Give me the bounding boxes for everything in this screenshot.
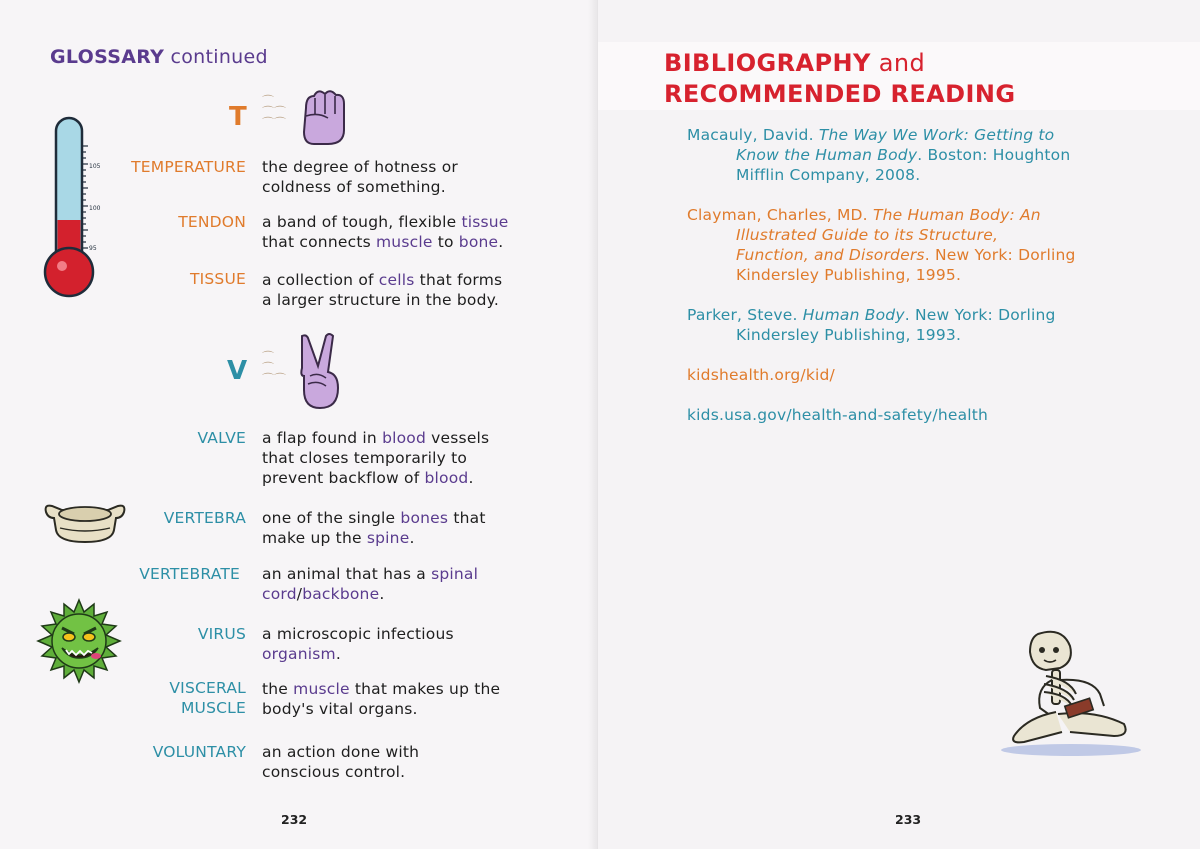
glossary-term-link: bone [458,233,499,251]
term-temperature: TEMPERATURE [131,158,246,176]
glossary-term-link: backbone [302,585,380,603]
term-virus: VIRUS [197,625,246,643]
reference-clayman [687,205,1147,285]
reference-line: Clayman, Charles, MD. The Human Body: An [687,206,1041,224]
reference-line: Parker, Steve. Human Body. New York: Dorling [687,306,1056,324]
definition-vertebra: one of the single bones that make up the spine. [262,509,486,547]
book-title: Human Body [802,306,905,324]
reading-skeleton-icon [996,628,1146,758]
page-number-left: 232 [281,812,308,827]
glossary-heading-rest: continued [164,46,268,68]
hand-sign-t-icon [298,86,350,148]
reference-line: Kindersley Publishing, 1995. [736,266,962,284]
glossary-term-link: bones [400,509,449,527]
book-title: Know the Human Body [736,146,918,164]
reference-line [687,225,1147,245]
glossary-term-link: spine [366,529,410,547]
title-bibliography: BIBLIOGRAPHY [664,49,871,77]
book-title: The Way We Work: Getting to [818,126,1055,144]
reference-line: kids.usa.gov/health-and-safety/health [687,406,989,424]
glossary-term-link: spinal [431,565,479,583]
thermometer-label-100: 100 [89,205,101,212]
definition-vertebrate: an animal that has a spinal cord/backbone. [262,565,479,603]
glossary-heading-strong: GLOSSARY [50,46,165,68]
term-muscle-line: MUSCLE [180,699,246,717]
term-visceral-line: VISCERAL [169,679,246,697]
reference-parker [687,305,1147,345]
definition-voluntary: an action done with conscious control. [262,743,420,781]
reference-line: Know the Human Body. Boston: Houghton [736,146,1071,164]
glossary-term-link: blood [382,429,427,447]
book-title: Illustrated Guide to its Structure, [736,226,999,244]
title-and: and [870,49,926,77]
glossary-term-link: muscle [376,233,433,251]
term-vertebra: VERTEBRA [163,509,246,527]
bibliography-title [664,48,1015,110]
reference-kids-usa-gov-link[interactable] [687,405,1147,425]
book-title: Function, and Disorders [736,246,925,264]
term-tendon: TENDON [178,213,246,231]
reference-kidshealth-link[interactable] [687,365,1147,385]
thermometer-label-105: 105 [89,163,101,170]
definition-tendon: a band of tough, flexible tissue that connects muscle to bone. [262,213,509,251]
glossary-heading [50,46,268,68]
glossary-term-link: cells [378,271,415,289]
reference-line: kidshealth.org/kid/ [687,366,835,384]
section-letter-t: T [229,102,247,132]
sign-motion-marks: ⌒ ⌒ ⌒⌒ [262,350,287,386]
reference-line: Kindersley Publishing, 1993. [736,326,962,344]
glossary-term-link: organism [262,645,336,663]
reference-macauly [687,125,1147,185]
definition-virus: a microscopic infectious organism. [262,625,454,663]
term-vertebrate: VERTEBRATE [139,565,240,583]
thermometer-label-95: 95 [89,245,97,252]
page-number-right: 233 [895,812,922,827]
sign-motion-marks: ⌒ ⌒⌒ ⌒⌒ [262,94,287,130]
definition-temperature: the degree of hotness or coldness of something. [262,158,458,196]
term-voluntary: VOLUNTARY [152,743,246,761]
term-valve: VALVE [197,429,246,447]
definition-valve: a flap found in blood vessels that closes temporarily to prevent backflow of blood. [262,429,490,487]
hand-sign-v-icon [296,332,344,412]
glossary-term-link: cord [262,585,297,603]
definition-tissue: a collection of cells that forms a larger structure in the body. [262,271,503,309]
section-letter-v: V [227,356,248,386]
glossary-term-link: tissue [461,213,509,231]
right-page [598,0,1200,849]
vertebra-icon [42,500,128,546]
title-recommended-reading: RECOMMENDED READING [664,80,1016,108]
definition-visceral-muscle: the muscle that makes up the body's vital organs. [262,680,501,718]
book-title: The Human Body: An [872,206,1041,224]
reference-line: Function, and Disorders. New York: Dorling [736,246,1076,264]
reference-line: Mifflin Company, 2008. [736,166,921,184]
virus-icon [36,598,122,684]
term-visceral-muscle [46,678,246,718]
left-page [0,0,598,849]
term-tissue: TISSUE [189,270,246,288]
glossary-term-link: blood [424,469,469,487]
glossary-term-link: muscle [293,680,350,698]
reference-line: Macauly, David. The Way We Work: Getting to [687,126,1055,144]
